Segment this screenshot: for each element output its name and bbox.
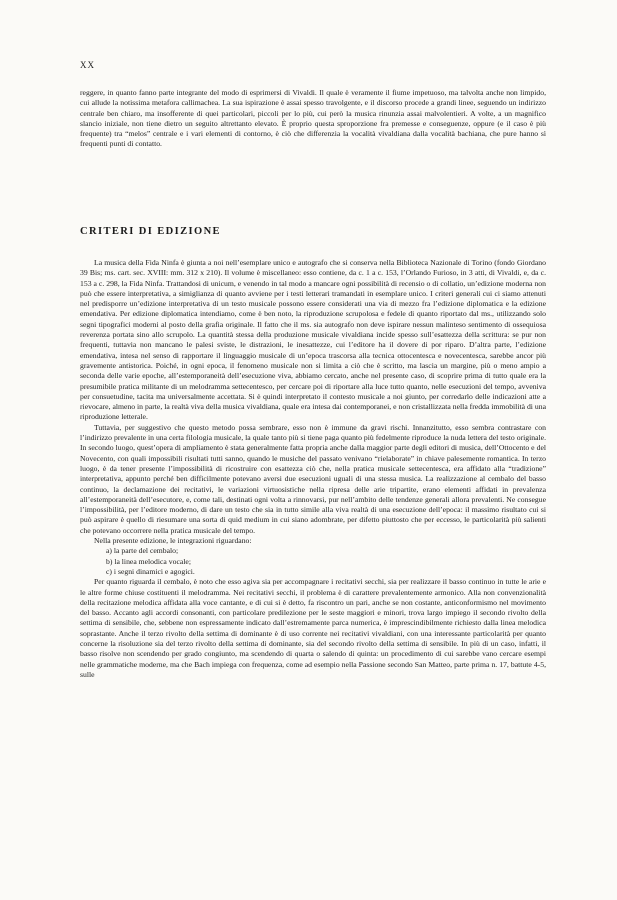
paragraph: Tuttavia, per suggestivo che questo metodo possa sembrare, esso non è immune da gravi rischi. Innanzitutto, esso sembra contrastare con l’indirizzo prevalente in una certa filologia musicale, la quale tanto più si tiene paga quanto più fedelmente riproduce la nuda lettera del testo originale. In secondo luogo, quest’opera di ampliamento è stata generalmente fatta propria anche dalla maggior parte degli editori di musica, dell’Ottocento e del Novecento, con quali impossibili risultati tutti sanno, quando le musiche del passato venivano “rielaborate” in chiave palesemente romantica. In terzo luogo, è da tener presente l’impossibilità di ricostruire con esattezza ciò che, nella pratica musicale settecentesca, era affidato alla “tradizione” interpretativa, appunto perché ben difficilmente potevano aversi due esecuzioni uguali di una stessa musica. La realizzazione al cembalo del basso continuo, la declamazione dei recitativi, le variazioni virtuosistiche nella ripresa delle arie tripartite, erano elementi affidati in prevalenza all’estemporaneità dell’esecutore, e, come tali, destinati ogni volta a rinnovarsi, pur nell’ambito delle tendenze generali allora prevalenti. Ne consegue l’impossibilità, per l’editore moderno, di dare un testo che sia in tutto simile alla viva realtà di una esecuzione dell’epoca: il massimo risultato cui si può aspirare è quello di riesumare una sorta di quid medium in cui siano adombrate, per difetto piuttosto che per eccesso, le particolarità più salienti che potevano occorrere nella pratica musicale del tempo. — [80, 422, 546, 535]
paragraph: Per quanto riguarda il cembalo, è noto che esso agiva sia per accompagnare i recitativi secchi, sia per realizzare il basso continuo in tutte le arie e le altre forme chiuse costituenti il melodramma. Nei recitativi secchi, il problema è di carattere prevalentemente armonico. Alla non convenzionalità della recitazione melodica affidata alla voce cantante, e di cui si è detto, fa riscontro un pari, anche se non costante, anticonformismo nel movimento del basso. Accanto agli accordi consonanti, con particolare predilezione per le seste maggiori e minori, trova largo impiego il secondo rivolto della settima di sensibile, che, sebbene non espressamente indicato dall’estremamente parca numerica, è imprescindibilmente richiesto dalla linea melodica soprastante. Anche il terzo rivolto della settima di dominante è di uso corrente nei recitativi vivaldiani, con una interessante particolarità per quanto concerne la risoluzione sia del terzo rivolto della settima di dominante, sia del secondo rivolto della settima di sensibile. In più di un caso, infatti, il basso risolve non scendendo per grado congiunto, ma scendendo di quarta o salendo di quinta: un procedimento di cui sarebbe vano cercare esempi nelle grammatiche moderne, ma che Bach impiega con frequenza, come ad esempio nella Passione secondo San Matteo, parte prima n. 17, battute 4-5, sulle — [80, 577, 546, 679]
integrations-list — [80, 546, 546, 577]
list-item: c) i segni dinamici e agogici. — [106, 566, 195, 576]
page-number: XX — [80, 60, 95, 70]
paragraph: La musica della Fida Ninfa è giunta a noi nell’esemplare unico e autografo che si conserva nella Biblioteca Nazionale di Torino (fondo Giordano 39 Bis; ms. cart. sec. XVIII: mm. 312 x 210). Il volume è miscellaneo: esso contiene, da c. 1 a c. 153, l’Orlando Furioso, in 3 atti, di Vivaldi, e, da c. 153 a c. 298, la Fida Ninfa. Trattandosi di unicum, e venendo in tal modo a mancare ogni possibilità di recensio o di collatio, un’edizione moderna non può che essere interpretativa, a simiglianza di quanto avviene per i testi letterari tramandati in esemplare unico. I criteri generali cui ci siamo attenuti nel predisporre un’edizione interpretativa di un testo musicale possono essere considerati una via di mezzo fra l’edizione diplomatica e la edizione emendativa. Per edizione diplomatica intendiamo, come è ben noto, la riproduzione scrupolosa e fedele di quanto riportato dal ms., utilizzando solo segni tipografici moderni al posto della grafia originale. Il fatto che il ms. sia autografo non deve ispirare nessun malinteso sentimento di ossequiosa reverenza portata sino allo scrupolo. La quantità stessa della produzione musicale vivaldiana incide spesso sull’esattezza della scrittura: se pur non frequenti, tuttavia non mancano le palesi sviste, le distrazioni, le inesattezze, cui l’editore ha il dovere di por riparo. D’altra parte, l’edizione emendativa, intesa nel senso di rapportare il linguaggio musicale di un’epoca trascorsa alla tecnica ottocentesca e novecentesca, sarebbe ancor più gravemente antistorica. Poiché, in ogni epoca, il fenomeno musicale non si limita a ciò che è scritto, ma lascia un margine, più o meno ampio a seconda delle varie epoche, all’estemporaneità dell’esecuzione viva, abbiamo cercato, anche nel presente caso, di scoprire prima di tutto quale era la presumibile pratica militante di un melodramma settecentesco, per cercare poi di riportare alla luce tutto quanto, nelle esecuzioni del tempo, avveniva per consuetudine, tacita ma universalmente accettata. Si è quindi interpretato il contesto musicale a noi giunto, per corredarlo delle indicazioni atte a rievocare, almeno in parte, la realtà viva della musica vivaldiana, quale era intesa dai contemporanei, e non cristallizzata nella fredda immobilità di una riproduzione letterale. — [80, 258, 546, 422]
paragraph: Nella presente edizione, le integrazioni riguardano: — [94, 536, 252, 546]
list-item: b) la linea melodica vocale; — [106, 556, 191, 566]
criteri-body — [80, 258, 546, 680]
list-item: a) la parte del cembalo; — [106, 546, 179, 556]
paragraph: reggere, in quanto fanno parte integrante del modo di esprimersi di Vivaldi. Il quale è veramente il fiume impetuoso, ma talvolta anche non limpido, cui allude la notissima metafora callimachea. La sua ispirazione è assai spesso travolgente, e il discorso procede a grandi linee, seguendo un indirizzo centrale ben chiaro, ma insofferente di quei particolari, piccoli per lo più, cui però la musica rinunzia assai malvolentieri. A volte, a un magnifico slancio iniziale, non tiene dietro un seguito altrettanto elevato. È proprio questa sproporzione fra premesse e conseguenze, oppure (e il caso è più frequente) tra “melos” centrale e i vari elementi di contorno, è ciò che differenzia la vocalità vivaldiana dalla vocalità bachiana, che pure hanno sì frequenti punti di contatto. — [80, 88, 546, 149]
intro-text — [80, 88, 546, 150]
section-title: CRITERI DI EDIZIONE — [80, 226, 221, 237]
